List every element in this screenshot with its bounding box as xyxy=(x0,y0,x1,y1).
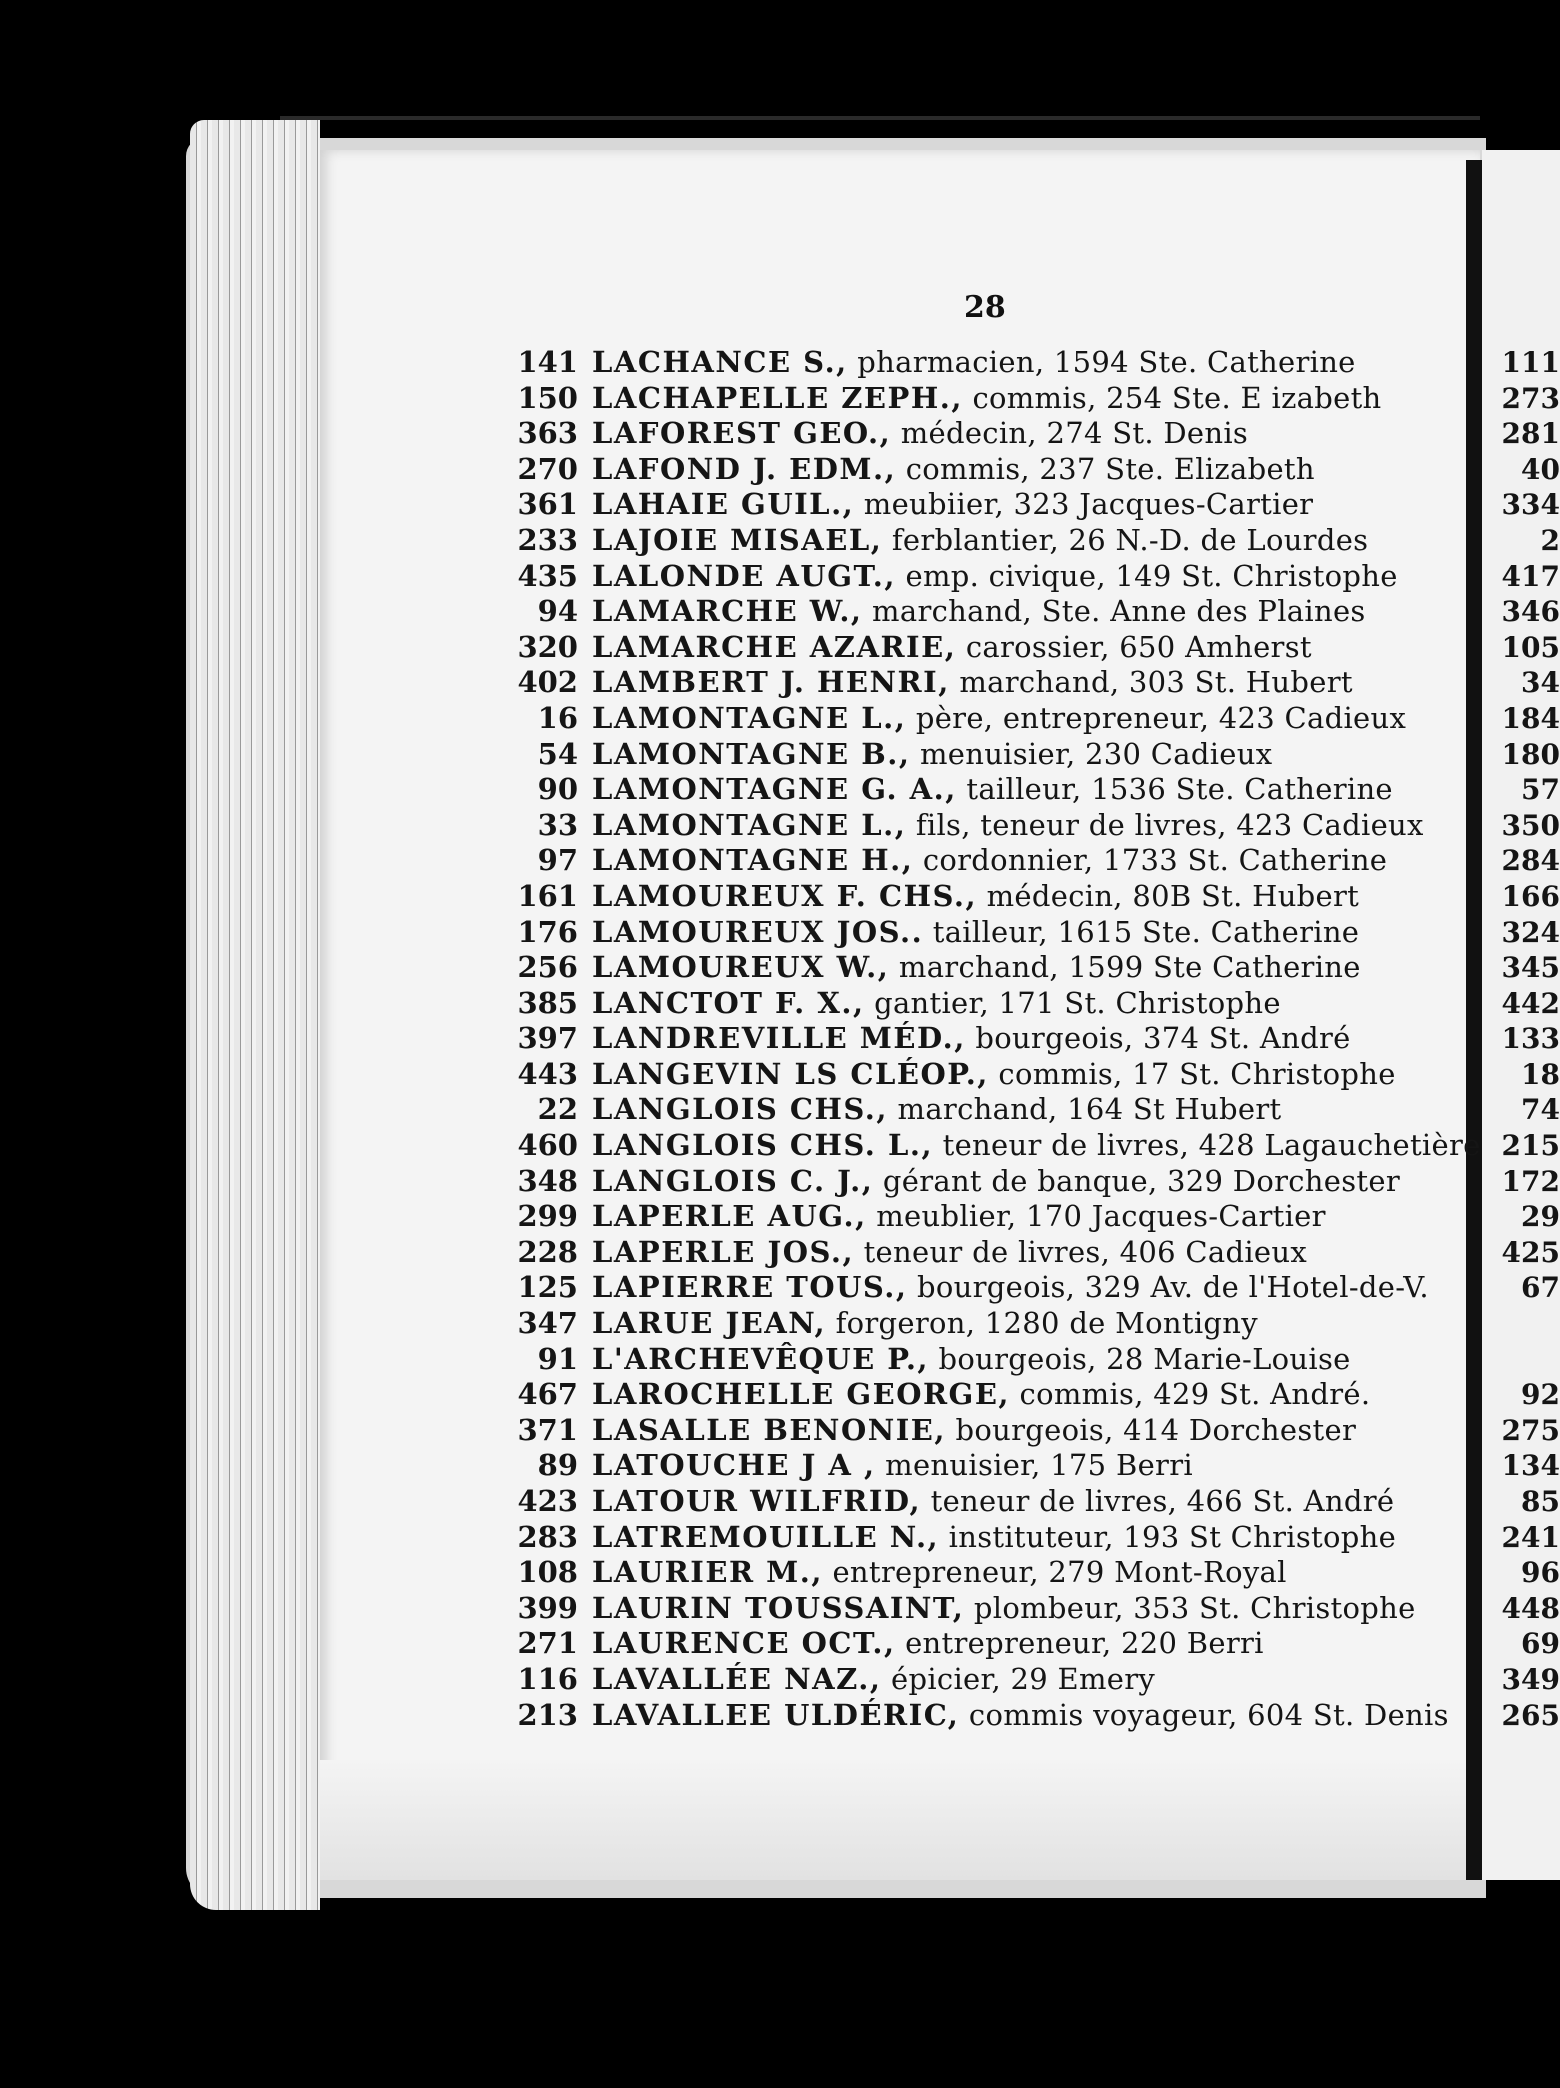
entry-number: 228 xyxy=(517,1234,578,1269)
directory-entry xyxy=(500,1626,1481,1662)
entry-number: 94 xyxy=(537,594,578,629)
entry-details: tailleur, 1536 Ste. Catherine xyxy=(956,772,1393,807)
entry-name: LATOUCHE J A , xyxy=(592,1448,876,1483)
entry-name: LARUE JEAN, xyxy=(592,1306,827,1341)
entry-details: carossier, 650 Amherst xyxy=(956,629,1312,664)
next-page-numbers xyxy=(1484,345,1560,1733)
entry-number: 397 xyxy=(517,1021,578,1056)
entry-number: 283 xyxy=(517,1519,578,1554)
entry-details: teneur de livres, 406 Cadieux xyxy=(854,1234,1308,1269)
next-page-number xyxy=(1484,1306,1560,1342)
entry-number: 256 xyxy=(517,950,578,985)
directory-entry xyxy=(500,1555,1481,1591)
entry-details: médecin, 80B St. Hubert xyxy=(977,878,1360,913)
entry-number: 443 xyxy=(517,1056,578,1091)
next-page-number: 111 xyxy=(1501,346,1560,379)
entry-details: pharmacien, 1594 Ste. Catherine xyxy=(847,345,1356,379)
entry-details: commis, 429 St. André. xyxy=(1010,1377,1371,1412)
directory-entry xyxy=(500,950,1481,986)
directory-entry xyxy=(500,416,1481,452)
next-page-number: 92 xyxy=(1521,1378,1560,1412)
entry-number: 460 xyxy=(517,1128,578,1163)
next-page-number: 448 xyxy=(1501,1591,1560,1625)
entry-details: bourgeois, 28 Marie-Louise xyxy=(929,1341,1351,1376)
directory-entry xyxy=(500,1128,1481,1164)
entry-details: entrepreneur, 220 Berri xyxy=(895,1626,1264,1661)
directory-entry xyxy=(500,630,1481,666)
entry-number: 423 xyxy=(517,1484,578,1518)
entry-name: L'ARCHEVÊQUE P., xyxy=(592,1341,930,1376)
directory-entry xyxy=(500,665,1481,701)
entry-details: marchand, 164 St Hubert xyxy=(888,1092,1282,1127)
directory-entry xyxy=(500,1342,1481,1378)
entry-number: 402 xyxy=(517,665,578,700)
entry-number: 89 xyxy=(537,1448,578,1483)
directory-entry xyxy=(500,701,1481,737)
next-page-number: 172 xyxy=(1501,1164,1560,1198)
next-page-number: 85 xyxy=(1521,1485,1560,1518)
entry-name: LAMARCHE W., xyxy=(592,594,863,629)
next-page-number: 284 xyxy=(1501,844,1560,878)
entry-name: LAMONTAGNE G. A., xyxy=(592,772,957,807)
directory-entry xyxy=(500,879,1481,915)
entry-name: LAMONTAGNE L., xyxy=(592,807,907,842)
entry-name: LALONDE AUGT., xyxy=(592,558,896,593)
entry-details: gérant de banque, 329 Dorchester xyxy=(873,1163,1401,1198)
entry-details: épicier, 29 Emery xyxy=(881,1661,1156,1696)
next-page-number: 281 xyxy=(1501,417,1560,451)
entry-number: 399 xyxy=(517,1590,578,1625)
entry-name: LANGLOIS CHS. L., xyxy=(592,1128,934,1163)
entry-details: marchand, 1599 Ste Catherine xyxy=(889,950,1361,985)
entry-number: 271 xyxy=(517,1626,578,1661)
next-page-number: 417 xyxy=(1501,559,1560,593)
directory-entry xyxy=(500,1164,1481,1200)
directory-entry xyxy=(500,1698,1481,1734)
entry-name: LANGLOIS CHS., xyxy=(592,1092,889,1127)
entry-number: 270 xyxy=(517,451,578,486)
entry-number: 116 xyxy=(517,1661,578,1696)
entry-details: teneur de livres, 466 St. André xyxy=(921,1484,1395,1518)
entry-name: LAMOUREUX JOS.. xyxy=(592,914,924,949)
entry-number: 91 xyxy=(537,1341,578,1376)
entry-number: 97 xyxy=(537,843,578,878)
entry-name: LAFOREST GEO., xyxy=(592,416,892,451)
entry-name: LAFOND J. EDM., xyxy=(592,451,897,486)
entry-number: 150 xyxy=(517,380,578,415)
entry-name: LANGEVIN LS CLÉOP., xyxy=(592,1056,989,1091)
entry-name: LASALLE BENONIE, xyxy=(592,1412,946,1447)
next-page-number: 215 xyxy=(1501,1129,1560,1163)
entry-number: 16 xyxy=(537,700,578,735)
entry-details: marchand, 303 St. Hubert xyxy=(949,665,1353,700)
directory-entry xyxy=(500,452,1481,488)
next-page-number: 133 xyxy=(1501,1022,1560,1056)
entry-name: LAHAIE GUIL., xyxy=(592,487,855,522)
entry-details: forgeron, 1280 de Montigny xyxy=(826,1306,1258,1341)
next-page-number: 134 xyxy=(1501,1449,1560,1483)
entry-name: LAPERLE AUG., xyxy=(592,1199,867,1234)
next-page-number: 2 xyxy=(1540,523,1560,557)
entry-details: commis, 17 St. Christophe xyxy=(988,1056,1396,1091)
entry-details: commis, 237 Ste. Elizabeth xyxy=(896,451,1315,486)
entry-number: 33 xyxy=(537,807,578,842)
entry-name: LAURENCE OCT., xyxy=(592,1626,896,1661)
directory-entry xyxy=(500,1199,1481,1235)
directory-entry xyxy=(500,1662,1481,1698)
page-bottom-shade xyxy=(320,1760,1480,1880)
entry-name: LAURIER M., xyxy=(592,1555,823,1590)
next-page-number: 349 xyxy=(1501,1662,1560,1696)
directory-entry xyxy=(500,1377,1481,1413)
entry-name: LAMOUREUX F. CHS., xyxy=(592,878,978,913)
entry-name: LAPERLE JOS., xyxy=(592,1234,855,1269)
entry-details: meubiier, 323 Jacques-Cartier xyxy=(854,487,1314,522)
page-number: 28 xyxy=(964,290,1006,325)
entry-number: 361 xyxy=(517,487,578,522)
entry-number: 161 xyxy=(517,878,578,913)
next-page-number: 334 xyxy=(1501,488,1560,522)
next-page-number: 273 xyxy=(1501,381,1560,415)
entry-details: menuisier, 230 Cadieux xyxy=(910,736,1273,771)
entry-name: LAJOIE MISAEL, xyxy=(592,522,883,557)
next-page-number: 57 xyxy=(1521,773,1560,807)
directory-entry xyxy=(500,915,1481,951)
next-page-number: 241 xyxy=(1501,1520,1560,1554)
entry-number: 348 xyxy=(517,1163,578,1198)
entry-details: emp. civique, 149 St. Christophe xyxy=(896,558,1398,593)
next-page-number: 18 xyxy=(1521,1057,1560,1091)
entry-number: 108 xyxy=(517,1555,578,1590)
entry-name: LACHANCE S., xyxy=(592,345,848,379)
entry-name: LAMBERT J. HENRI, xyxy=(592,665,950,700)
directory-entry xyxy=(500,381,1481,417)
entry-details: plombeur, 353 St. Christophe xyxy=(964,1590,1416,1625)
entry-details: marchand, Ste. Anne des Plaines xyxy=(862,594,1366,629)
entry-number: 371 xyxy=(517,1412,578,1447)
directory-entries xyxy=(500,345,1481,1733)
next-page-number: 442 xyxy=(1501,986,1560,1020)
entry-details: meublier, 170 Jacques-Cartier xyxy=(866,1199,1326,1234)
next-page-number: 350 xyxy=(1501,808,1560,842)
directory-entry xyxy=(500,843,1481,879)
entry-name: LAVALLEE ULDÉRIC, xyxy=(592,1697,960,1732)
entry-name: LACHAPELLE ZEPH., xyxy=(592,380,963,415)
next-page-number xyxy=(1484,1342,1560,1378)
next-page-number: 425 xyxy=(1501,1235,1560,1269)
directory-entry xyxy=(500,1092,1481,1128)
directory-entry xyxy=(500,1235,1481,1271)
next-page-number: 69 xyxy=(1521,1627,1560,1661)
next-page-number: 67 xyxy=(1521,1271,1560,1305)
next-page-number: 105 xyxy=(1501,630,1560,664)
next-page-number: 74 xyxy=(1521,1093,1560,1127)
entry-details: commis, 254 Ste. E izabeth xyxy=(962,380,1382,415)
directory-entry xyxy=(500,1448,1481,1484)
next-page-number: 346 xyxy=(1501,595,1560,629)
directory-entry xyxy=(500,1591,1481,1627)
top-rule xyxy=(280,116,1480,120)
directory-entry xyxy=(500,1306,1481,1342)
next-page-number: 40 xyxy=(1521,452,1560,486)
entry-details: fils, teneur de livres, 423 Cadieux xyxy=(906,807,1424,842)
entry-number: 467 xyxy=(517,1377,578,1412)
directory-entry xyxy=(500,487,1481,523)
directory-entry xyxy=(500,559,1481,595)
directory-entry xyxy=(500,737,1481,773)
entry-name: LANGLOIS C. J., xyxy=(592,1163,874,1198)
entry-details: commis voyageur, 604 St. Denis xyxy=(959,1697,1449,1732)
entry-name: LANDREVILLE MÉD., xyxy=(592,1021,966,1056)
entry-number: 54 xyxy=(537,736,578,771)
next-page-number: 166 xyxy=(1501,879,1560,913)
entry-name: LAMONTAGNE L., xyxy=(592,700,907,735)
directory-entry xyxy=(500,1413,1481,1449)
entry-number: 141 xyxy=(517,345,578,379)
directory-entry xyxy=(500,1484,1481,1520)
entry-number: 320 xyxy=(517,629,578,664)
next-page-number: 324 xyxy=(1501,915,1560,949)
entry-number: 363 xyxy=(517,416,578,451)
entry-details: bourgeois, 374 St. André xyxy=(965,1021,1351,1056)
entry-details: tailleur, 1615 Ste. Catherine xyxy=(923,914,1360,949)
entry-name: LATREMOUILLE N., xyxy=(592,1519,940,1554)
directory-entry xyxy=(500,1057,1481,1093)
entry-details: teneur de livres, 428 Lagauchetière xyxy=(933,1128,1481,1163)
entry-number: 125 xyxy=(517,1270,578,1305)
directory-entry xyxy=(500,345,1481,381)
entry-name: LAPIERRE TOUS., xyxy=(592,1270,908,1305)
directory-entry xyxy=(500,772,1481,808)
entry-name: LAROCHELLE GEORGE, xyxy=(592,1377,1011,1412)
entry-number: 233 xyxy=(517,522,578,557)
entry-number: 299 xyxy=(517,1199,578,1234)
entry-number: 347 xyxy=(517,1306,578,1341)
entry-details: bourgeois, 414 Dorchester xyxy=(945,1412,1357,1447)
next-page-number: 180 xyxy=(1501,737,1560,771)
entry-name: LAMONTAGNE H., xyxy=(592,843,914,878)
next-page-number: 29 xyxy=(1521,1200,1560,1234)
page-edges xyxy=(190,120,320,1910)
entry-details: gantier, 171 St. Christophe xyxy=(864,985,1281,1020)
entry-number: 176 xyxy=(517,914,578,949)
next-page-number: 184 xyxy=(1501,701,1560,735)
entry-details: ferblantier, 26 N.-D. de Lourdes xyxy=(882,522,1369,557)
next-page-number: 275 xyxy=(1501,1413,1560,1447)
entry-name: LAURIN TOUSSAINT, xyxy=(592,1590,965,1625)
entry-details: père, entrepreneur, 423 Cadieux xyxy=(906,700,1407,735)
entry-details: entrepreneur, 279 Mont-Royal xyxy=(822,1555,1287,1590)
entry-name: LANCTOT F. X., xyxy=(592,985,865,1020)
next-page-number: 265 xyxy=(1501,1698,1560,1732)
entry-details: instituteur, 193 St Christophe xyxy=(939,1519,1397,1554)
entry-name: LAMARCHE AZARIE, xyxy=(592,629,957,664)
directory-entry xyxy=(500,1520,1481,1556)
entry-number: 90 xyxy=(537,772,578,807)
entry-details: menuisier, 175 Berri xyxy=(875,1448,1193,1483)
directory-entry xyxy=(500,1021,1481,1057)
entry-name: LAVALLÉE NAZ., xyxy=(592,1661,882,1696)
next-page-number: 345 xyxy=(1501,951,1560,985)
entry-number: 435 xyxy=(517,558,578,593)
directory-entry xyxy=(500,986,1481,1022)
entry-number: 213 xyxy=(517,1697,578,1732)
next-page-number: 34 xyxy=(1521,666,1560,700)
entry-name: LAMONTAGNE B., xyxy=(592,736,911,771)
directory-entry xyxy=(500,1270,1481,1306)
entry-details: cordonnier, 1733 St. Catherine xyxy=(913,843,1388,878)
entry-number: 385 xyxy=(517,985,578,1020)
entry-name: LAMOUREUX W., xyxy=(592,950,890,985)
directory-entry xyxy=(500,523,1481,559)
entry-name: LATOUR WILFRID, xyxy=(592,1484,922,1518)
directory-entry xyxy=(500,594,1481,630)
entry-details: bourgeois, 329 Av. de l'Hotel-de-V. xyxy=(907,1270,1429,1305)
directory-entry xyxy=(500,808,1481,844)
entry-number: 22 xyxy=(537,1092,578,1127)
next-page-number: 96 xyxy=(1521,1556,1560,1590)
entry-details: médecin, 274 St. Denis xyxy=(891,416,1249,451)
